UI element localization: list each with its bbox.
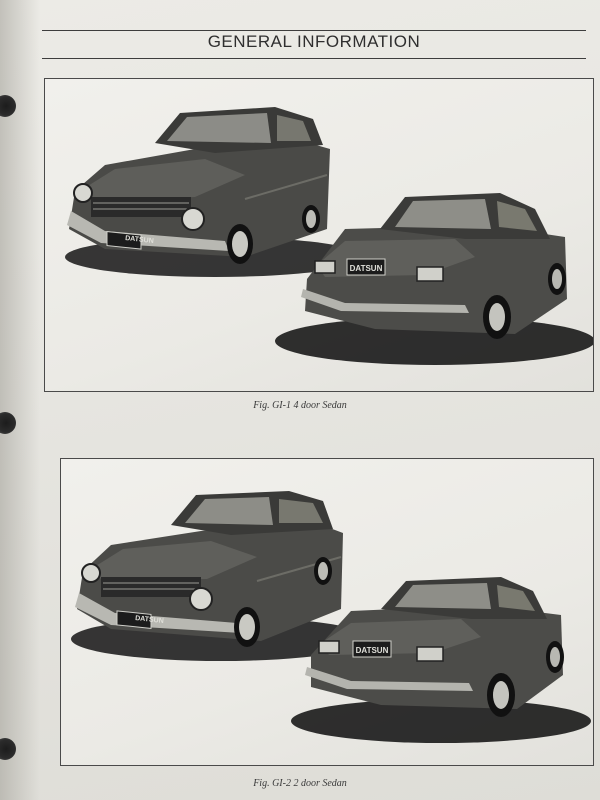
page-title: GENERAL INFORMATION xyxy=(207,32,421,51)
rear-plate-label: DATSUN xyxy=(349,264,383,273)
rear-car-4-door xyxy=(301,193,567,339)
rear-plate-label: DATSUN xyxy=(355,646,389,655)
figure-2-door-sedan xyxy=(60,458,594,766)
sedan-photo-2-door xyxy=(61,459,593,765)
front-car-4-door xyxy=(67,107,330,264)
front-plate-label: DATSUN xyxy=(134,615,165,625)
header-rule-top xyxy=(42,30,586,31)
figure-4-door-sedan xyxy=(44,78,594,392)
front-plate-label: DATSUN xyxy=(124,235,155,245)
front-car-2-door xyxy=(75,491,343,647)
sedan-photo-4-door xyxy=(45,79,593,391)
header-rule-bottom xyxy=(42,58,586,59)
rear-car-2-door xyxy=(305,577,564,717)
figure-caption-gi-1: Fig. GI-1 4 door Sedan xyxy=(253,400,347,411)
figure-caption-gi-2: Fig. GI-2 2 door Sedan xyxy=(253,778,347,789)
